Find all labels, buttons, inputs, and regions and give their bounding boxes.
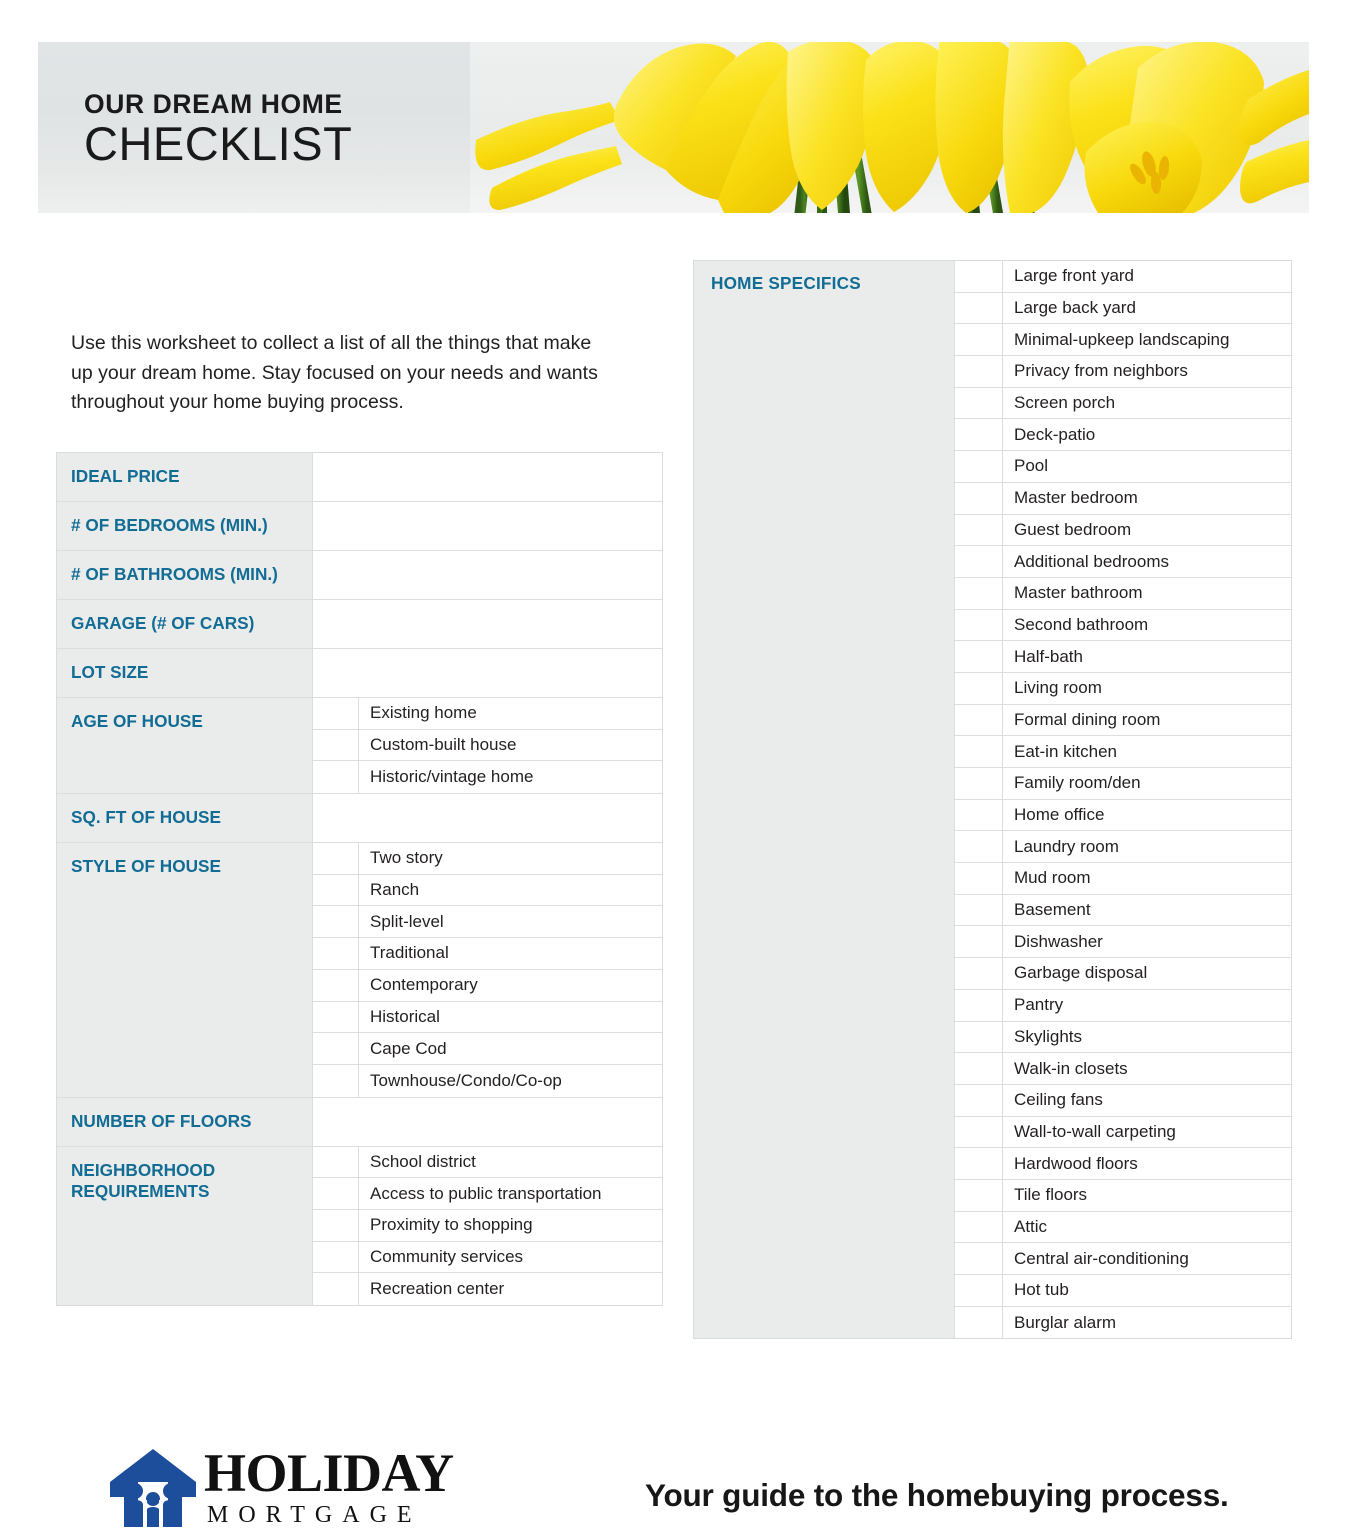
list-item-label: Additional bedrooms (1003, 546, 1291, 577)
list-item (955, 641, 1291, 673)
option-row (313, 970, 662, 1002)
list-item (955, 610, 1291, 642)
list-item (955, 261, 1291, 293)
list-item (955, 736, 1291, 768)
checkbox-cell[interactable] (955, 990, 1003, 1021)
option-label: Custom-built house (359, 730, 662, 761)
header-banner (38, 42, 1309, 213)
option-row (313, 843, 662, 875)
house-with-family-icon (110, 1449, 196, 1527)
list-item-label: Hot tub (1003, 1275, 1291, 1306)
option-row (313, 730, 662, 762)
option-row (313, 906, 662, 938)
checkbox-cell[interactable] (313, 1178, 359, 1209)
row-label: # OF BEDROOMS (MIN.) (57, 502, 313, 550)
checkbox-cell[interactable] (955, 958, 1003, 989)
list-item-label: Screen porch (1003, 388, 1291, 419)
row-label: SQ. FT OF HOUSE (57, 794, 313, 842)
row-label: IDEAL PRICE (57, 453, 313, 501)
list-item (955, 451, 1291, 483)
table-row (57, 600, 662, 649)
list-item-label: Walk-in closets (1003, 1053, 1291, 1084)
row-value-input[interactable] (313, 551, 662, 599)
checkbox-cell[interactable] (313, 761, 359, 793)
list-item-label: Home office (1003, 800, 1291, 831)
checkbox-cell[interactable] (955, 261, 1003, 292)
list-item (955, 1212, 1291, 1244)
home-specifics-heading: HOME SPECIFICS (711, 273, 861, 293)
checkbox-cell[interactable] (955, 1212, 1003, 1243)
home-specifics-body (694, 261, 1291, 1338)
table-row (57, 1098, 662, 1147)
checkbox-cell[interactable] (955, 863, 1003, 894)
checkbox-cell[interactable] (313, 1273, 359, 1305)
row-options (313, 1147, 662, 1305)
checkbox-cell[interactable] (313, 1147, 359, 1178)
option-label: Proximity to shopping (359, 1210, 662, 1241)
logo-wordmark (204, 1443, 454, 1528)
option-label: Split-level (359, 906, 662, 937)
list-item-label: Skylights (1003, 1022, 1291, 1053)
table-row (57, 698, 662, 794)
list-item (955, 1275, 1291, 1307)
list-item-label: Garbage disposal (1003, 958, 1291, 989)
list-item (955, 546, 1291, 578)
checkbox-cell[interactable] (955, 641, 1003, 672)
option-row (313, 875, 662, 907)
list-item (955, 388, 1291, 420)
row-value-input[interactable] (313, 1098, 662, 1146)
option-label: Cape Cod (359, 1033, 662, 1064)
list-item-label: Minimal-upkeep landscaping (1003, 324, 1291, 355)
option-row (313, 698, 662, 730)
checkbox-cell[interactable] (955, 419, 1003, 450)
footer-tagline: Your guide to the homebuying process. (645, 1477, 1229, 1513)
row-options (313, 843, 662, 1097)
list-item-label: Central air-conditioning (1003, 1243, 1291, 1274)
checkbox-cell[interactable] (955, 515, 1003, 546)
list-item (955, 483, 1291, 515)
row-options (313, 698, 662, 793)
option-label: Access to public transportation (359, 1178, 662, 1209)
list-item (955, 768, 1291, 800)
table-row (57, 794, 662, 843)
list-item-label: Dishwasher (1003, 926, 1291, 957)
list-item (955, 1085, 1291, 1117)
option-label: Ranch (359, 875, 662, 906)
page-title: CHECKLIST (84, 116, 353, 170)
option-row (313, 761, 662, 793)
table-row (57, 1147, 662, 1305)
option-row (313, 938, 662, 970)
list-item (955, 293, 1291, 325)
list-item-label: Hardwood floors (1003, 1148, 1291, 1179)
home-specifics-items (955, 261, 1291, 1338)
list-item (955, 1243, 1291, 1275)
list-item (955, 1022, 1291, 1054)
checkbox-cell[interactable] (955, 483, 1003, 514)
checkbox-cell[interactable] (955, 1243, 1003, 1274)
row-value-input[interactable] (313, 649, 662, 697)
checkbox-cell[interactable] (313, 875, 359, 906)
checkbox-cell[interactable] (955, 293, 1003, 324)
checkbox-cell[interactable] (313, 698, 359, 729)
checkbox-cell[interactable] (955, 895, 1003, 926)
option-label: Historic/vintage home (359, 761, 662, 793)
table-row (57, 502, 662, 551)
list-item-label: Privacy from neighbors (1003, 356, 1291, 387)
checkbox-cell[interactable] (313, 1242, 359, 1273)
option-label: Contemporary (359, 970, 662, 1001)
list-item-label: Mud room (1003, 863, 1291, 894)
option-row (313, 1002, 662, 1034)
row-label: STYLE OF HOUSE (57, 843, 313, 1097)
checkbox-cell[interactable] (313, 730, 359, 761)
checkbox-cell[interactable] (955, 578, 1003, 609)
page-footer (0, 1430, 1347, 1528)
checkbox-cell[interactable] (313, 843, 359, 874)
list-item-label: Living room (1003, 673, 1291, 704)
list-item (955, 515, 1291, 547)
list-item (955, 578, 1291, 610)
row-label: NUMBER OF FLOORS (57, 1098, 313, 1146)
checkbox-cell[interactable] (955, 1117, 1003, 1148)
logo-brand-name: HOLIDAY (204, 1443, 454, 1503)
list-item-label: Master bedroom (1003, 483, 1291, 514)
checkbox-cell[interactable] (955, 926, 1003, 957)
list-item (955, 895, 1291, 927)
checkbox-cell[interactable] (955, 451, 1003, 482)
header-eyebrow: OUR DREAM HOME (84, 89, 343, 119)
list-item (955, 673, 1291, 705)
home-specifics-label-column (694, 261, 955, 1338)
checkbox-cell[interactable] (955, 800, 1003, 831)
list-item-label: Attic (1003, 1212, 1291, 1243)
checkbox-cell[interactable] (955, 768, 1003, 799)
option-label: Townhouse/Condo/Co-op (359, 1065, 662, 1097)
header-title-group (84, 90, 352, 170)
list-item (955, 1117, 1291, 1149)
list-item (955, 863, 1291, 895)
option-label: Traditional (359, 938, 662, 969)
requirements-table (56, 452, 663, 1306)
table-row (57, 843, 662, 1098)
list-item (955, 1307, 1291, 1339)
checkbox-cell[interactable] (955, 1053, 1003, 1084)
logo-brand-subtitle: MORTGAGE (207, 1501, 422, 1528)
list-item (955, 800, 1291, 832)
option-row (313, 1065, 662, 1097)
row-label: GARAGE (# OF CARS) (57, 600, 313, 648)
row-label: NEIGHBORHOOD REQUIREMENTS (57, 1147, 313, 1305)
list-item-label: Pool (1003, 451, 1291, 482)
list-item-label: Wall-to-wall carpeting (1003, 1117, 1291, 1148)
list-item-label: Tile floors (1003, 1180, 1291, 1211)
option-label: Recreation center (359, 1273, 662, 1305)
yellow-tulips-photo (470, 42, 1309, 213)
option-row (313, 1242, 662, 1274)
list-item (955, 1180, 1291, 1212)
checkbox-cell[interactable] (955, 736, 1003, 767)
option-label: Existing home (359, 698, 662, 729)
list-item (955, 356, 1291, 388)
checkbox-cell[interactable] (955, 1275, 1003, 1306)
list-item-label: Eat-in kitchen (1003, 736, 1291, 767)
list-item (955, 831, 1291, 863)
row-value-input[interactable] (313, 794, 662, 842)
list-item-label: Large back yard (1003, 293, 1291, 324)
checkbox-cell[interactable] (313, 1033, 359, 1064)
row-value-input[interactable] (313, 600, 662, 648)
row-label: LOT SIZE (57, 649, 313, 697)
option-row (313, 1033, 662, 1065)
checkbox-cell[interactable] (955, 356, 1003, 387)
option-row (313, 1210, 662, 1242)
row-label: # OF BATHROOMS (MIN.) (57, 551, 313, 599)
intro-paragraph: Use this worksheet to collect a list of all the things that make up your dream home. Stay focused on your needs and wants throughout your home buying process. (71, 332, 598, 414)
checkbox-cell[interactable] (955, 610, 1003, 641)
list-item-label: Laundry room (1003, 831, 1291, 862)
checkbox-cell[interactable] (955, 324, 1003, 355)
checkbox-cell[interactable] (955, 1180, 1003, 1211)
list-item (955, 958, 1291, 990)
list-item-label: Basement (1003, 895, 1291, 926)
row-value-input[interactable] (313, 453, 662, 501)
list-item-label: Family room/den (1003, 768, 1291, 799)
list-item (955, 324, 1291, 356)
table-row (57, 649, 662, 698)
table-row (57, 551, 662, 600)
option-label: School district (359, 1147, 662, 1178)
checkbox-cell[interactable] (955, 1148, 1003, 1179)
list-item-label: Guest bedroom (1003, 515, 1291, 546)
checkbox-cell[interactable] (955, 673, 1003, 704)
list-item-label: Deck-patio (1003, 419, 1291, 450)
list-item-label: Large front yard (1003, 261, 1291, 292)
option-row (313, 1273, 662, 1305)
list-item (955, 419, 1291, 451)
checkbox-cell[interactable] (955, 831, 1003, 862)
holiday-mortgage-logo[interactable] (110, 1443, 454, 1528)
list-item (955, 1148, 1291, 1180)
list-item-label: Half-bath (1003, 641, 1291, 672)
checkbox-cell[interactable] (313, 1002, 359, 1033)
checkbox-cell[interactable] (955, 388, 1003, 419)
checkbox-cell[interactable] (955, 1307, 1003, 1339)
list-item (955, 926, 1291, 958)
checkbox-cell[interactable] (955, 1085, 1003, 1116)
checkbox-cell[interactable] (955, 1022, 1003, 1053)
list-item (955, 1053, 1291, 1085)
option-row (313, 1147, 662, 1179)
list-item-label: Ceiling fans (1003, 1085, 1291, 1116)
home-specifics-table (693, 260, 1292, 1339)
list-item-label: Pantry (1003, 990, 1291, 1021)
checkbox-cell[interactable] (313, 1065, 359, 1097)
checkbox-cell[interactable] (313, 970, 359, 1001)
row-value-input[interactable] (313, 502, 662, 550)
list-item-label: Burglar alarm (1003, 1307, 1291, 1339)
row-label: AGE OF HOUSE (57, 698, 313, 793)
option-label: Two story (359, 843, 662, 874)
checkbox-cell[interactable] (955, 546, 1003, 577)
option-label: Community services (359, 1242, 662, 1273)
list-item (955, 990, 1291, 1022)
table-row (57, 453, 662, 502)
list-item-label: Formal dining room (1003, 705, 1291, 736)
option-row (313, 1178, 662, 1210)
list-item (955, 705, 1291, 737)
list-item-label: Second bathroom (1003, 610, 1291, 641)
option-label: Historical (359, 1002, 662, 1033)
checkbox-cell[interactable] (313, 1210, 359, 1241)
checkbox-cell[interactable] (313, 938, 359, 969)
checkbox-cell[interactable] (955, 705, 1003, 736)
list-item-label: Master bathroom (1003, 578, 1291, 609)
checkbox-cell[interactable] (313, 906, 359, 937)
